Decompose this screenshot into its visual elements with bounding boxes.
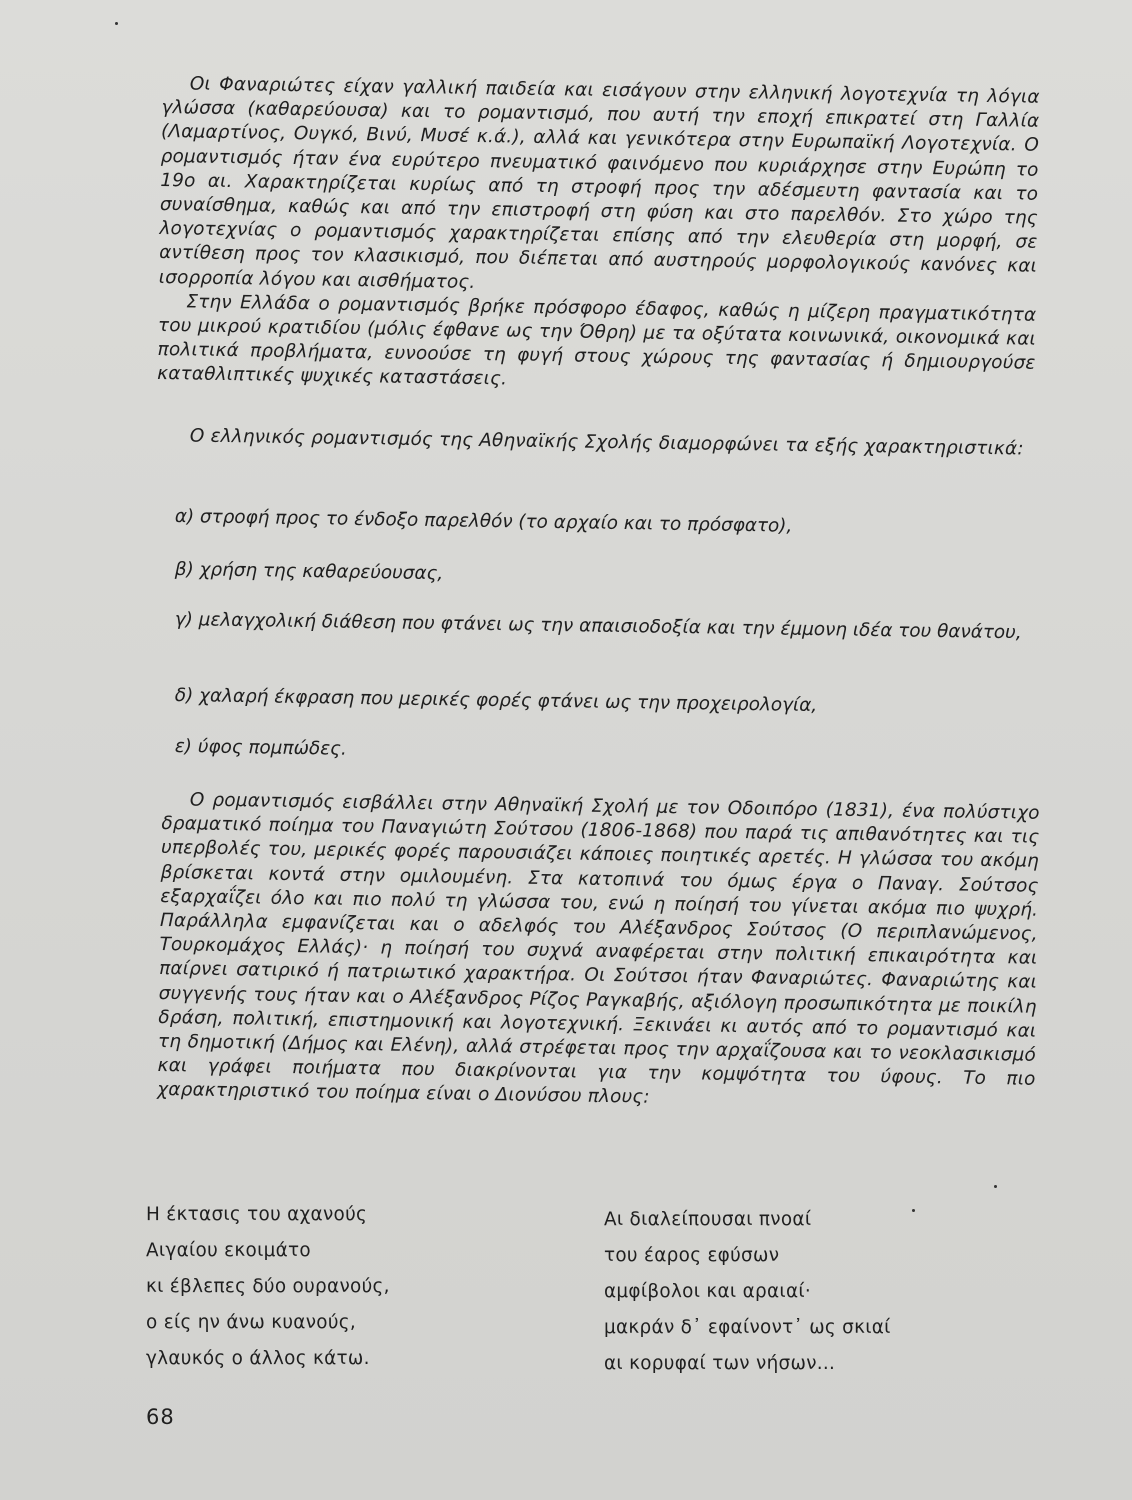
feature-item-a: α) στροφή προς το ένδοξο παρελθόν (το αρχαίο και το πρόσφατο), (174, 505, 793, 537)
poem-right-column (604, 1202, 891, 1382)
feature-item-d: δ) χαλαρή έκφραση που μερικές φορές φτάνει ως την προχειρολογία, (174, 684, 818, 717)
intro-paragraph-1: Οι Φαναριώτες είχαν γαλλική παιδεία και εισάγουν στην ελληνική λογοτεχνία τη λόγια γλώσσα (καθαρεύουσα) και το ρομαντισμό, που αυτή την εποχή επικρατεί στη Γαλλία (Λαμαρτίνος, Ουγκό, Βινύ, Μυσέ κ.ά.), αλλά και γενικότερα στην Ευρωπαϊκή Λογοτεχνία. Ο ρομαντισμός ήταν ένα ευρύτερο πνευματικό φαινόμενο που κυριάρχησε στην Ευρώπη το 19ο αι. Χαρακτηρίζεται κυρίως από τη στροφή προς την αδέσμευτη φαντασία και το συναίσθημα, καθώς και από την επιστροφή στη φύση και στο παρελθόν. Στο χώρο της λογοτεχνίας ο ρομαντισμός χαρακτηρίζεται επίσης από την ελευθερία στη μορφή, σε αντίθεση προς τον κλασικισμό, που διέπεται από αυστηρούς μορφολογικούς κανόνες και ισορροπία λόγου και αισθήματος. (158, 73, 1040, 293)
intro-section (157, 72, 1040, 400)
poem-line: κι έβλεπες δύο ουρανούς, (146, 1276, 390, 1297)
features-intro-text: Ο ελληνικός ρομαντισμός της Αθηναϊκής Σχολής διαμορφώνει τα εξής χαρακτηριστικά: (189, 425, 1024, 460)
feature-item-c: γ) μελαγχολική διάθεση που φτάνει ως την απαισιοδοξία και την έμμονη ιδέα του θανάτου, (174, 608, 1022, 644)
poem-line: του έαρος εφύσων (604, 1245, 780, 1266)
poem-line: Αι διαλείπουσαι πνοαί (604, 1209, 812, 1230)
romanticism-section (157, 788, 1040, 1116)
poem-line: Αιγαίου εκοιμάτο (146, 1240, 311, 1261)
features-intro (162, 424, 1040, 462)
ink-speck (994, 1185, 997, 1188)
ink-speck (912, 1209, 915, 1212)
page-number: 68 (146, 1405, 175, 1429)
feature-item-e: ε) ύφος πομπώδες. (174, 735, 347, 760)
poem-line: μακράν δ᾿ εφαίνοντ᾿ ως σκιαί (604, 1317, 891, 1338)
intro-paragraph-2: Στην Ελλάδα ο ρομαντισμός βρήκε πρόσφορο έδαφος, καθώς η μίζερη πραγματικότητα του μικρού κρατιδίου (μόλις έφθανε ως την Όθρη) με τα οξύτατα κοινωνικά, οικονομικά και πολιτικά προβλήματα, ευνοούσε τη φυγή στους χώρους της φαντασίας ή δημιουργούσε καταθλιπτικές ψυχικές καταστάσεις. (157, 291, 1037, 390)
poem-line: Η έκτασις του αχανούς (146, 1204, 368, 1225)
poem-line: γλαυκός ο άλλος κάτω. (146, 1348, 370, 1369)
ink-speck (115, 22, 118, 25)
poem-line: αι κορυφαί των νήσων... (604, 1353, 836, 1374)
poem-left-column (146, 1197, 390, 1377)
poem-line: ο είς ην άνω κυανούς, (146, 1312, 357, 1333)
feature-item-b: β) χρήση της καθαρεύουσας, (174, 558, 444, 585)
poem-line: αμφίβολοι και αραιαί· (604, 1281, 812, 1302)
romanticism-paragraph: Ο ρομαντισμός εισβάλλει στην Αθηναϊκή Σχολή με τον Οδοιπόρο (1831), ένα πολύστιχο δραματικό ποίημα του Παναγιώτη Σούτσου (1806-1868) που παρά τις απιθανότητες και τις υπερβολές του, μερικές φορές παρουσιάζει κάποιες ποιητικές αρετές. Η γλώσσα του ακόμη βρίσκεται κοντά στην ομιλουμένη. Στα κατοπινά του όμως έργα ο Παναγ. Σούτσος εξαρχαΐζει όλο και πιο πολύ τη γλώσσα του, ενώ η ποίησή του γίνεται ακόμα πιο ψυχρή. Παράλληλα εμφανίζεται και ο αδελφός του Αλέξανδρος Σούτσος (Ο περιπλανώμενος, Τουρκομάχος Ελλάς)· η ποίησή του συχνά αναφέρεται στην πολιτική επικαιρότητα και παίρνει σατιρικό ή πατριωτικό χαρακτήρα. Οι Σούτσοι ήταν Φαναριώτες. Φαναριώτης και συγγενής τους ήταν και ο Αλέξανδρος Ρίζος Ραγκαβής, αξιόλογη προσωπικότητα με ποικίλη δράση, πολιτική, επιστημονική και λογοτεχνική. Ξεκινάει κι αυτός από το ρομαντισμό και τη δημοτική (Δήμος και Ελένη), αλλά στρέφεται προς την αρχαΐζουσα και το νεοκλασικισμό και γράφει ποιήματα που διακρίνονται για την κομψότητα του ύφους. Το πιο χαρακτηριστικό του ποίημα είναι ο Διονύσου πλους: (157, 789, 1040, 1109)
